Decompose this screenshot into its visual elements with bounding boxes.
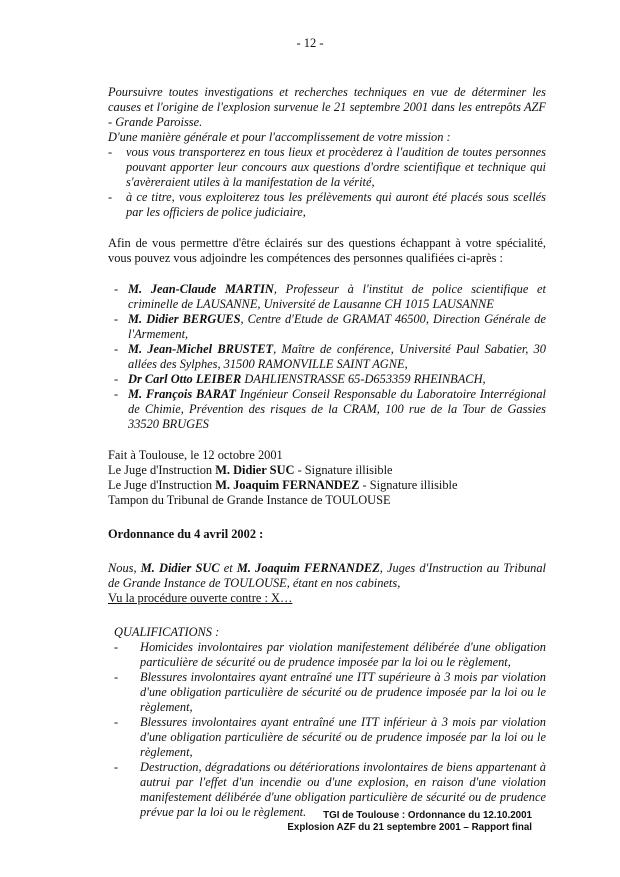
- procedure-text: Vu la procédure ouverte contre : X…: [108, 591, 293, 605]
- ordonnance-rest: , Juges d'Instruction au Tribunal de Grande Instance de TOULOUSE, étant en nos cabinets,: [108, 561, 546, 590]
- qualification-item: [114, 670, 546, 715]
- signature-judge-2-name: M. Joaquim FERNANDEZ: [215, 478, 360, 492]
- footer-line-2: Explosion AZF du 21 septembre 2001 – Rapport final: [287, 822, 532, 833]
- qualifications-list: [108, 640, 546, 820]
- ordonnance-judge-2: M. Joaquim FERNANDEZ: [236, 561, 380, 575]
- expert-name: M. Jean-Claude MARTIN: [128, 282, 274, 296]
- qualifications-title: QUALIFICATIONS :: [114, 625, 220, 639]
- expert-name: M. François BARAT: [128, 387, 236, 401]
- expert-item: [114, 282, 546, 312]
- bullet-dash: -: [114, 387, 119, 401]
- mission-list: [108, 145, 546, 220]
- signature-date: Fait à Toulouse, le 12 octobre 2001: [108, 448, 283, 462]
- signature-stamp: Tampon du Tribunal de Grande Instance de TOULOUSE: [108, 493, 391, 507]
- footer-line-1: TGI de Toulouse : Ordonnance du 12.10.2001: [323, 810, 532, 821]
- document-body: [108, 85, 546, 820]
- mission-item: [108, 190, 546, 220]
- expert-item: [114, 387, 546, 432]
- signature-judge-2-prefix: Le Juge d'Instruction: [108, 478, 216, 492]
- ordonnance-title: [108, 527, 546, 542]
- expert-name: M. Didier BERGUES: [128, 312, 241, 326]
- signature-judge-1: [108, 463, 546, 478]
- signature-judge-2: [108, 478, 546, 493]
- ordonnance-title-text: Ordonnance du 4 avril 2002 :: [108, 527, 264, 541]
- ordonnance-et: et: [219, 561, 237, 575]
- bullet-dash: -: [114, 342, 119, 356]
- expert-item: [114, 372, 546, 387]
- qualification-text: Destruction, dégradations ou détériorations involontaires de biens appartenant à autrui par l'effet d'un incendie ou d'une explosion, en raison d'une violation manifestement délibérée d'une obligation particulière de sécurité ou de prudence prévue par la loi ou le règlement.: [140, 760, 546, 819]
- signature-block: [108, 448, 546, 508]
- signature-judge-1-name: M. Didier SUC: [215, 463, 295, 477]
- qualification-text: Homicides involontaires par violation manifestement délibérée d'une obligation particulière de sécurité ou de prudence imposée par la loi ou le règlement,: [140, 640, 546, 669]
- bullet-dash: -: [114, 282, 119, 296]
- mission-item-text: à ce titre, vous exploiterez tous les prélèvements qui auront été placés sous scellés par les officiers de police judiciaire,: [126, 190, 546, 219]
- bullet-dash: -: [114, 760, 119, 774]
- bullet-dash: -: [108, 145, 113, 159]
- expert-desc: DAHLIENSTRASSE 65-D653359 RHEINBACH,: [241, 372, 486, 386]
- procedure-line: [108, 591, 546, 606]
- expert-desc: , Professeur à l'institut de police scientifique et criminelle de LAUSANNE, Université de Lausanne CH 1015 LAUSANNE: [128, 282, 547, 311]
- signature-judge-1-prefix: Le Juge d'Instruction: [108, 463, 216, 477]
- ordonnance-judge-1: M. Didier SUC: [140, 561, 220, 575]
- page-footer: [287, 810, 532, 834]
- expert-desc: , Centre d'Etude de GRAMAT 46500, Direction Générale de l'Armement,: [128, 312, 546, 341]
- qualification-text: Blessures involontaires ayant entraîné une ITT supérieure à 3 mois par violation d'une obligation particulière de sécurité ou de prudence imposée par la loi ou le règlement,: [140, 670, 546, 714]
- qualification-item: [114, 715, 546, 760]
- expert-item: [114, 342, 546, 372]
- bullet-dash: -: [114, 715, 119, 729]
- experts-intro: Afin de vous permettre d'être éclairés sur des questions échappant à votre spécialité, vous pouvez vous adjoindre les compétences des personnes qualifiées ci-après :: [108, 236, 546, 265]
- qualification-text: Blessures involontaires ayant entraîné une ITT inférieur à 3 mois par violation d'une obligation particulière de sécurité ou de prudence imposée par la loi ou le règlement,: [140, 715, 546, 759]
- mission-item-text: vous vous transporterez en tous lieux et procèderez à l'audition de toutes personnes pouvant apporter leur concours aux questions d'ordre scientifique et technique qui s'avèreraient utiles à la manifestation de la vérité,: [126, 145, 546, 189]
- mission-intro: D'une manière générale et pour l'accomplissement de votre mission :: [108, 130, 451, 144]
- qualification-item: [114, 640, 546, 670]
- signature-judge-1-suffix: - Signature illisible: [294, 463, 393, 477]
- expert-item: [114, 312, 546, 342]
- bullet-dash: -: [114, 640, 119, 654]
- expert-desc: , Maître de conférence, Université Paul Sabatier, 30 allées des Sylphes, 31500 RAMONVILLE SAINT AGNE,: [128, 342, 547, 371]
- ordonnance-nous: Nous,: [108, 561, 141, 575]
- bullet-dash: -: [114, 372, 119, 386]
- expert-desc: Ingénieur Conseil Responsable du Laboratoire Interrégional de Chimie, Prévention des risques de la CRAM, 100 rue de la Tour de Gassies 33520 BRUGES: [128, 387, 546, 431]
- expert-name: Dr Carl Otto LEIBER: [128, 372, 242, 386]
- ordonnance-paragraph: [108, 561, 546, 591]
- bullet-dash: -: [114, 312, 119, 326]
- bullet-dash: -: [108, 190, 113, 204]
- mission-paragraph: Poursuivre toutes investigations et recherches techniques en vue de déterminer les causes et l'origine de l'explosion survenue le 21 septembre 2001 dans les entrepôts AZF - Grande Paroisse.: [108, 85, 546, 129]
- expert-name: M. Jean-Michel BRUSTET: [128, 342, 274, 356]
- mission-item: [108, 145, 546, 190]
- bullet-dash: -: [114, 670, 119, 684]
- page-number: - 12 -: [296, 36, 324, 50]
- experts-list: [108, 282, 546, 432]
- signature-judge-2-suffix: - Signature illisible: [359, 478, 458, 492]
